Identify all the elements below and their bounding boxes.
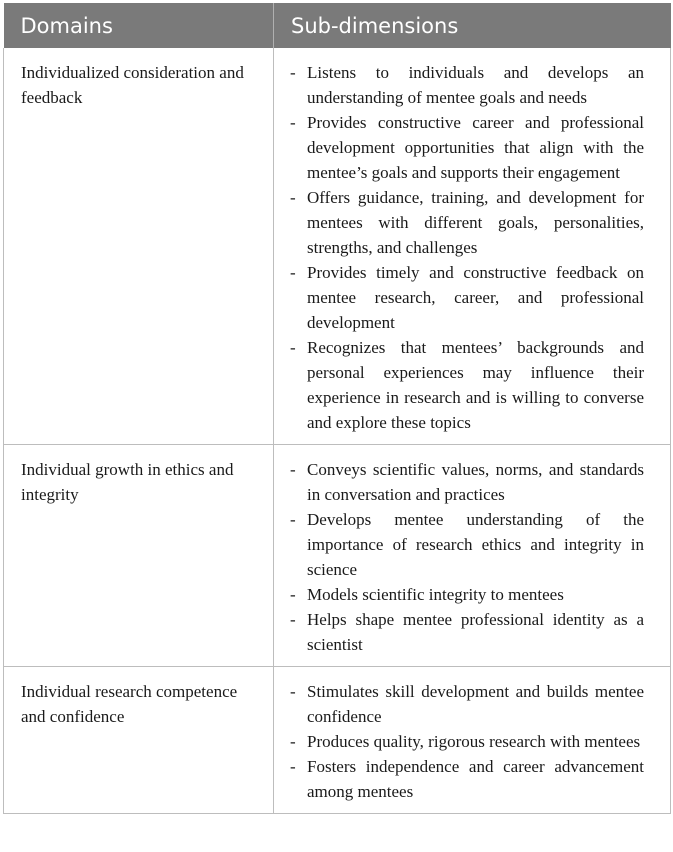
dash-bullet: - bbox=[290, 732, 296, 751]
dash-bullet: - bbox=[290, 585, 296, 604]
list-item bbox=[290, 754, 644, 804]
dash-bullet: - bbox=[290, 338, 296, 357]
list-item-text: Produces quality, rigorous research with mentees bbox=[307, 732, 641, 751]
list-item bbox=[290, 582, 644, 607]
sub-dimensions-list bbox=[290, 60, 644, 435]
list-item bbox=[290, 679, 644, 729]
domain-cell bbox=[4, 445, 274, 667]
list-item-text: Listens to individuals and develops an understanding of mentee goals and needs bbox=[307, 63, 644, 107]
list-item bbox=[290, 335, 644, 435]
dash-bullet: - bbox=[290, 757, 296, 776]
list-item bbox=[290, 457, 644, 507]
list-item-text: Models scientific integrity to mentees bbox=[307, 585, 564, 604]
table-header bbox=[4, 3, 671, 48]
table-body bbox=[4, 48, 671, 814]
sub-dimensions-cell bbox=[274, 667, 671, 814]
list-item-text: Fosters independence and career advancement among mentees bbox=[307, 757, 644, 801]
list-item-text: Provides constructive career and professional development opportunities that align with the mentee’s goals and supports their engagement bbox=[307, 113, 644, 182]
list-item bbox=[290, 185, 644, 260]
domain-label: Individualized consideration and feedback bbox=[21, 63, 244, 107]
dash-bullet: - bbox=[290, 682, 296, 701]
table-row bbox=[4, 445, 671, 667]
domain-label: Individual research competence and confidence bbox=[21, 682, 238, 726]
sub-dimensions-cell bbox=[274, 48, 671, 445]
list-item-text: Conveys scientific values, norms, and standards in conversation and practices bbox=[307, 460, 644, 504]
list-item bbox=[290, 60, 644, 110]
dash-bullet: - bbox=[290, 510, 296, 529]
sub-dimensions-cell bbox=[274, 445, 671, 667]
list-item-text: Offers guidance, training, and development for mentees with different goals, personalities, strengths, and challenges bbox=[307, 188, 644, 257]
list-item bbox=[290, 607, 644, 657]
list-item bbox=[290, 110, 644, 185]
dash-bullet: - bbox=[290, 610, 296, 629]
list-item bbox=[290, 507, 644, 582]
list-item bbox=[290, 260, 644, 335]
dash-bullet: - bbox=[290, 113, 296, 132]
list-item-text: Provides timely and constructive feedback on mentee research, career, and professional development bbox=[307, 263, 644, 332]
list-item bbox=[290, 729, 644, 754]
dash-bullet: - bbox=[290, 460, 296, 479]
sub-dimensions-list bbox=[290, 457, 644, 657]
dash-bullet: - bbox=[290, 63, 296, 82]
domain-cell bbox=[4, 667, 274, 814]
table-row bbox=[4, 48, 671, 445]
domains-table bbox=[3, 3, 671, 814]
list-item-text: Recognizes that mentees’ backgrounds and personal experiences may influence their experience in research and is willing to converse and explore these topics bbox=[307, 338, 644, 432]
header-sub-dimensions: Sub-dimensions bbox=[274, 3, 671, 48]
header-row bbox=[4, 3, 671, 48]
header-domains: Domains bbox=[4, 3, 274, 48]
sub-dimensions-list bbox=[290, 679, 644, 804]
dash-bullet: - bbox=[290, 188, 296, 207]
domain-label: Individual growth in ethics and integrity bbox=[21, 460, 234, 504]
domain-cell bbox=[4, 48, 274, 445]
table-row bbox=[4, 667, 671, 814]
list-item-text: Develops mentee understanding of the importance of research ethics and integrity in science bbox=[307, 510, 644, 579]
list-item-text: Stimulates skill development and builds mentee confidence bbox=[307, 682, 644, 726]
list-item-text: Helps shape mentee professional identity as a scientist bbox=[307, 610, 644, 654]
dash-bullet: - bbox=[290, 263, 296, 282]
